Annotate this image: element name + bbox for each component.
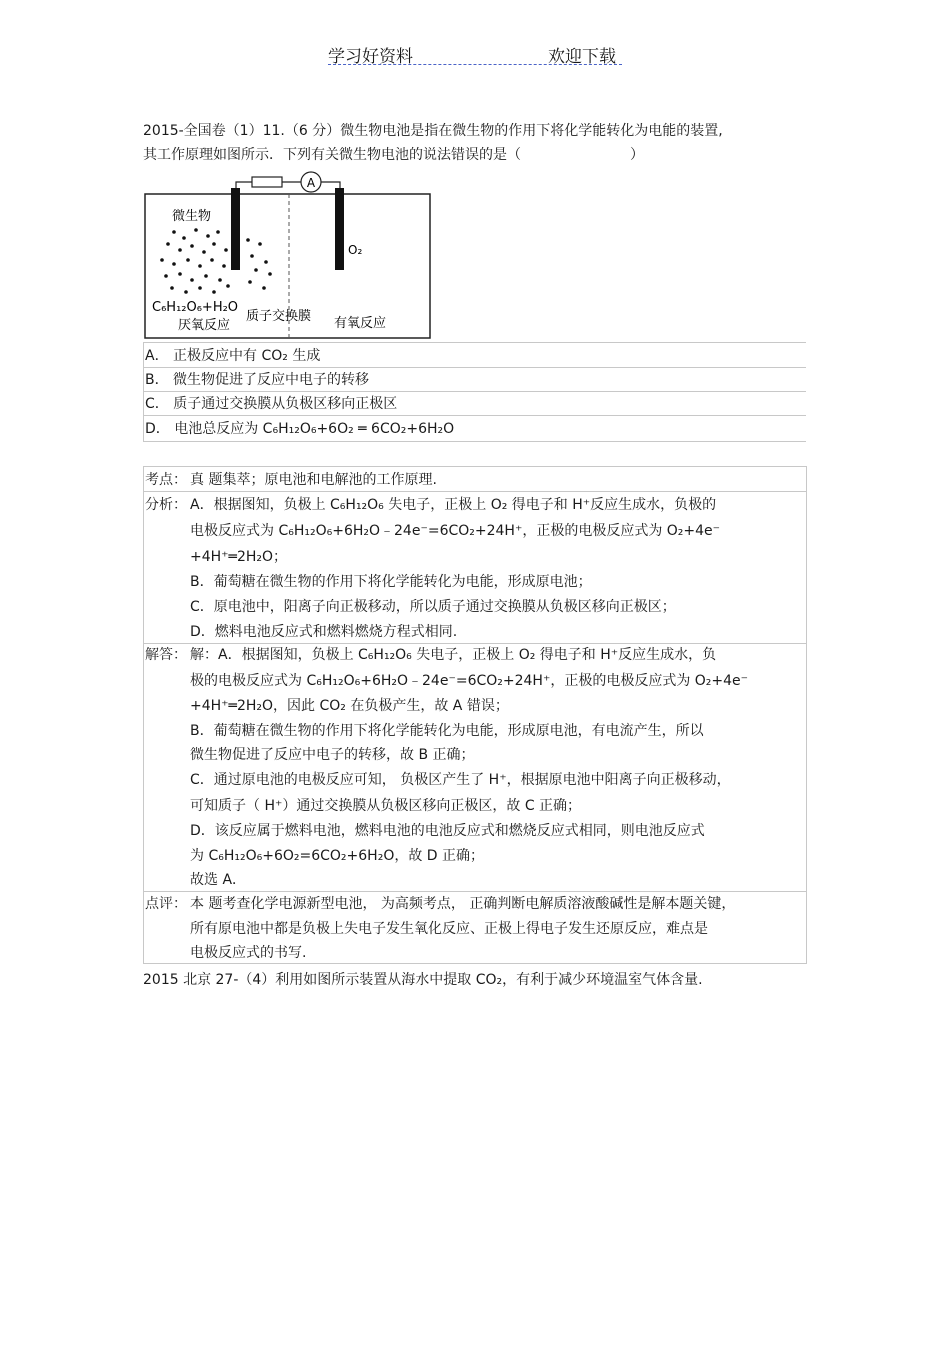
header-right: 欢迎下载 bbox=[548, 47, 616, 67]
question-line-2: 其工作原理如图所示．下列有关微生物电池的说法错误的是（ bbox=[143, 147, 521, 163]
svg-text:有氧反应: 有氧反应 bbox=[334, 316, 387, 331]
dianping-line: 所有原电池中都是负极上失电子发生氧化反应、正极上得电子发生还原反应，难点是 bbox=[190, 921, 708, 937]
jieda-line: 故选 A． bbox=[190, 872, 247, 888]
svg-text:O₂: O₂ bbox=[348, 243, 363, 257]
kaodian-label: 考点： bbox=[145, 472, 187, 488]
anode-electrode bbox=[231, 188, 240, 270]
resistor bbox=[252, 177, 282, 187]
fenxi-line: +4H⁺═2H₂O； bbox=[190, 549, 288, 565]
jieda-line: +4H⁺═2H₂O，因此 CO₂ 在负极产生，故 A 错误； bbox=[190, 698, 509, 714]
svg-text:A: A bbox=[306, 176, 316, 190]
svg-text:厌氧反应: 厌氧反应 bbox=[178, 318, 231, 333]
jieda-line: 解：A．根据图知，负极上 C₆H₁₂O₆ 失电子，正极上 O₂ 得电子和 H⁺反应生成水，负 bbox=[190, 647, 717, 663]
jieda-line: B．葡萄糖在微生物的作用下将化学能转化为电能，形成原电池，有电流产生，所以 bbox=[190, 723, 704, 739]
jieda-line: 可知质子（ H⁺）通过交换膜从负极区移向正极区，故 C 正确； bbox=[190, 798, 582, 814]
question-line-1: 2015-全国卷（1）11.（6 分）微生物电池是指在微生物的作用下将化学能转化为电能的装置, bbox=[143, 123, 723, 139]
fenxi-line: B．葡萄糖在微生物的作用下将化学能转化为电能，形成原电池； bbox=[190, 574, 592, 590]
option-b: B． 微生物促进了反应中电子的转移 bbox=[145, 372, 370, 388]
fenxi-label: 分析： bbox=[145, 497, 187, 513]
microbial-cell-diagram bbox=[144, 170, 434, 342]
jieda-line: 为 C₆H₁₂O₆+6O₂=6CO₂+6H₂O，故 D 正确； bbox=[190, 848, 485, 864]
svg-text:质子交换膜: 质子交换膜 bbox=[246, 309, 312, 324]
jieda-line: D．该反应属于燃料电池，燃料电池的电池反应式和燃烧反应式相同，则电池反应式 bbox=[190, 823, 705, 839]
option-d: D． 电池总反应为 C₆H₁₂O₆+6O₂ ═ 6CO₂+6H₂O bbox=[145, 421, 455, 437]
kaodian-text: 真 题集萃；原电池和电解池的工作原理. bbox=[190, 472, 437, 488]
page-header bbox=[328, 42, 622, 65]
jieda-line: 极的电极反应式为 C₆H₁₂O₆+6H₂O﹣24e⁻=6CO₂+24H⁺，正极的电极反应式为 O₂+4e⁻ bbox=[190, 673, 749, 689]
header-left: 学习好资料 bbox=[328, 47, 413, 67]
fenxi-line: 电极反应式为 C₆H₁₂O₆+6H₂O﹣24e⁻=6CO₂+24H⁺，正极的电极反应式为 O₂+4e⁻ bbox=[190, 523, 721, 539]
svg-text:微生物: 微生物 bbox=[172, 209, 212, 224]
option-c: C． 质子通过交换膜从负极区移向正极区 bbox=[145, 396, 398, 412]
fenxi-line: C．原电池中，阳离子向正极移动，所以质子通过交换膜从负极区移向正极区； bbox=[190, 599, 676, 615]
svg-text:C₆H₁₂O₆+H₂O: C₆H₁₂O₆+H₂O bbox=[152, 300, 239, 315]
dianping-line: 电极反应式的书写. bbox=[190, 945, 307, 961]
analysis-table bbox=[143, 466, 807, 964]
dianping-line: 本 题考查化学电源新型电池， 为高频考点， 正确判断电解质溶液酸碱性是解本题关键， bbox=[190, 896, 736, 912]
fenxi-line: A．根据图知，负极上 C₆H₁₂O₆ 失电子，正极上 O₂ 得电子和 H⁺反应生成水，负极的 bbox=[190, 497, 717, 513]
option-a: A． 正极反应中有 CO₂ 生成 bbox=[145, 348, 321, 364]
jieda-line: 微生物促进了反应中电子的转移，故 B 正确； bbox=[190, 747, 475, 763]
next-question-line: 2015 北京 27-（4）利用如图所示装置从海水中提取 CO₂，有利于减少环境温室气体含量. bbox=[143, 972, 703, 988]
fenxi-line: D．燃料电池反应式和燃料燃烧方程式相同. bbox=[190, 624, 458, 640]
question-line-2-end: ） bbox=[630, 147, 644, 163]
jieda-label: 解答： bbox=[145, 647, 187, 663]
jieda-line: C．通过原电池的电极反应可知， 负极区产生了 H⁺，根据原电池中阳离子向正极移动， bbox=[190, 772, 731, 788]
dianping-label: 点评： bbox=[145, 896, 187, 912]
cathode-electrode bbox=[335, 188, 344, 270]
